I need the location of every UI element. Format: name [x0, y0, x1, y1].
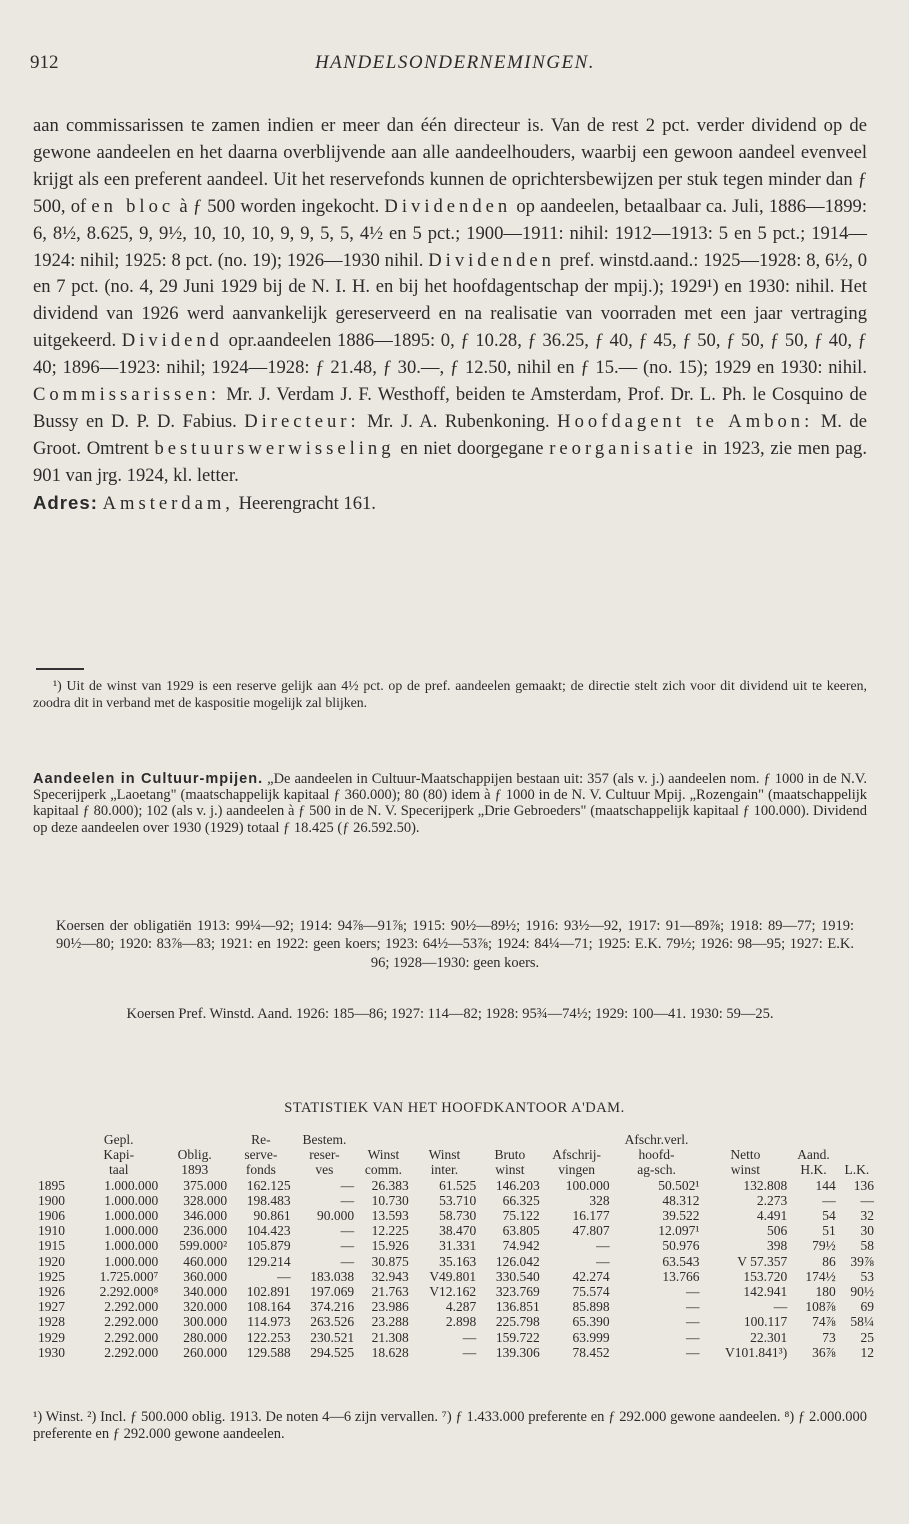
- table-cell: 53: [860, 1268, 874, 1284]
- table-cell: 108.164: [246, 1299, 291, 1315]
- table-cell: 139.306: [495, 1344, 540, 1360]
- table-row: [36, 1314, 876, 1329]
- statistiek-table: [36, 1132, 876, 1360]
- column-header: fonds: [245, 1162, 276, 1178]
- table-cell: 108⅞: [805, 1299, 836, 1315]
- year-cell: 1929: [38, 1329, 65, 1345]
- table-cell: V 57.357: [737, 1253, 788, 1269]
- table-cell: 74.942: [502, 1238, 540, 1254]
- table-cell: 126.042: [495, 1253, 540, 1269]
- table-cell: 63.543: [662, 1253, 700, 1269]
- table-cell: 51: [822, 1223, 836, 1239]
- table-cell: 374.216: [310, 1299, 355, 1315]
- table-cell: 2.292.000: [104, 1314, 159, 1330]
- table-cell: 39.522: [662, 1208, 700, 1224]
- main-text: [33, 113, 867, 518]
- table-cell: 12.097¹: [658, 1223, 700, 1239]
- table-cell: 375.000: [183, 1177, 228, 1193]
- table-cell: 340.000: [183, 1284, 228, 1300]
- table-cell: 2.273: [756, 1192, 788, 1208]
- table-cell: 146.203: [495, 1177, 540, 1193]
- table-cell: —: [860, 1192, 874, 1208]
- table-cell: 47.807: [572, 1223, 610, 1239]
- table-cell: —: [462, 1344, 477, 1360]
- table-cell: 10.730: [371, 1192, 409, 1208]
- column-header: 1893: [181, 1162, 209, 1178]
- column-header: [542, 1132, 612, 1147]
- year-cell: 1895: [38, 1177, 65, 1193]
- table-cell: 12: [860, 1344, 874, 1360]
- table-cell: 69: [860, 1299, 874, 1315]
- table-cell: 78.452: [572, 1344, 610, 1360]
- table-cell: 104.423: [246, 1223, 291, 1239]
- table-cell: 460.000: [183, 1253, 228, 1269]
- column-header: Bruto: [494, 1147, 526, 1163]
- table-cell: 280.000: [183, 1329, 228, 1345]
- table-cell: 114.973: [247, 1314, 291, 1330]
- table-cell: 65.390: [572, 1314, 610, 1330]
- table-cell: 79½: [812, 1238, 836, 1254]
- column-header: [356, 1132, 411, 1147]
- column-header: Aand.: [797, 1147, 830, 1163]
- address-label: Adres:: [33, 491, 98, 513]
- table-cell: 50.502¹: [658, 1177, 700, 1193]
- table-cell: 25: [860, 1329, 874, 1345]
- table-cell: 197.069: [310, 1284, 355, 1300]
- table-cell: 66.325: [502, 1192, 540, 1208]
- table-cell: 36⅞: [812, 1344, 836, 1360]
- table-cell: 136: [853, 1177, 874, 1193]
- table-cell: 18.628: [371, 1344, 409, 1360]
- table-cell: 102.891: [246, 1284, 291, 1300]
- table-cell: 54: [822, 1208, 836, 1224]
- table-cell: 100.117: [743, 1314, 788, 1330]
- year-cell: 1927: [38, 1299, 65, 1315]
- table-cell: —: [685, 1344, 700, 1360]
- table-row: [36, 1193, 876, 1208]
- table-header-row: [36, 1147, 876, 1162]
- table-cell: 1.000.000: [104, 1208, 159, 1224]
- column-header: [789, 1132, 838, 1147]
- hoofdagent-label: Hoofdagent te Ambon:: [557, 410, 814, 432]
- year-cell: 1906: [38, 1208, 65, 1224]
- table-cell: 328: [589, 1192, 610, 1208]
- aandeelen-section: Aandeelen in Cultuur-mpijen. „De aandeelen in Cultuur-Maatschappijen bestaan uit: 357 (als v. j.) aandeelen nom. ƒ 1000 in de N.V. Specerijperk „Laoetang" (maatschappelijk kapitaal ƒ 360.000); 80 (80) idem à ƒ 1000 in de N. V. Cultuur Mpij. „Rozengain" (maatschappelijk kapitaal ƒ 80.000); 102 (als v. j.) aandeelen à ƒ 500 in de N. V. Specerijperk „Drie Gebroeders" (maatschappelijk kapitaal ƒ 100.000). Dividend op deze aandeelen over 1930 (1929) totaal ƒ 18.425 (ƒ 26.592.50).: [33, 771, 868, 836]
- table-cell: V12.162: [429, 1284, 477, 1300]
- table-cell: 26.383: [371, 1177, 409, 1193]
- table-cell: —: [340, 1253, 355, 1269]
- table-cell: 144: [815, 1177, 836, 1193]
- table-cell: 159.722: [495, 1329, 540, 1345]
- table-cell: 129.588: [246, 1344, 291, 1360]
- column-header: winst: [730, 1162, 760, 1178]
- table-body: [36, 1178, 876, 1360]
- table-cell: 22.301: [750, 1329, 788, 1345]
- aandeelen-label: Aandeelen in Cultuur-mpijen.: [33, 771, 264, 787]
- table-cell: 61.525: [439, 1177, 477, 1193]
- table-cell: 260.000: [183, 1344, 228, 1360]
- footnote-1: ¹) Uit de winst van 1929 is een reserve gelijk aan 4½ pct. op de pref. aandeelen gemaakt; de directie stelt zich voor dit dividend uit te keeren, zoodra dit in verband met de kaspositie mogelijk zal blijken.: [33, 678, 867, 710]
- footnote-2: ¹) Winst. ²) Incl. ƒ 500.000 oblig. 1913. De noten 4—6 zijn vervallen. ⁷) ƒ 1.433.000 preferente en ƒ 292.000 gewone aandeelen. ⁸) ƒ 2.000.000 preferente en ƒ 292.000 gewone aandeelen.: [33, 1409, 867, 1442]
- table-cell: —: [822, 1192, 836, 1208]
- table-cell: 300.000: [183, 1314, 228, 1330]
- table-cell: 1.000.000: [104, 1177, 159, 1193]
- table-row: [36, 1238, 876, 1253]
- statistiek-title: STATISTIEK VAN HET HOOFDKANTOOR A'DAM.: [284, 1100, 625, 1116]
- table-cell: 323.769: [495, 1284, 540, 1300]
- table-cell: 1.000.000: [104, 1238, 159, 1254]
- table-cell: 30: [860, 1223, 874, 1239]
- year-cell: 1915: [38, 1238, 65, 1254]
- table-row: [36, 1345, 876, 1360]
- table-row: [36, 1223, 876, 1238]
- koersen-pref: Koersen Pref. Winstd. Aand. 1926: 185—86; 1927: 114—82; 1928: 95¾—74½; 1929: 100—41. 1930: 59—25.: [126, 1006, 774, 1022]
- column-header: taal: [108, 1162, 129, 1178]
- column-header: ves: [315, 1162, 334, 1178]
- table-row: [36, 1208, 876, 1223]
- table-cell: 198.483: [246, 1192, 291, 1208]
- table-cell: 2.292.000: [104, 1329, 159, 1345]
- table-cell: 74⅞: [812, 1314, 836, 1330]
- table-row: [36, 1284, 876, 1299]
- column-header: comm.: [364, 1162, 402, 1178]
- column-header: Re-: [251, 1132, 271, 1147]
- table-row: [36, 1269, 876, 1284]
- table-cell: 75.574: [572, 1284, 610, 1300]
- table-cell: —: [340, 1238, 355, 1254]
- column-header: Winst: [428, 1147, 461, 1163]
- table-cell: 31.331: [439, 1238, 477, 1254]
- table-cell: 58: [860, 1238, 874, 1254]
- table-cell: 16.177: [572, 1208, 610, 1224]
- table-cell: 294.525: [310, 1344, 355, 1360]
- table-cell: 12.225: [371, 1223, 409, 1239]
- running-title: HANDELSONDERNEMINGEN.: [314, 52, 596, 73]
- directeur-label: Directeur:: [244, 410, 360, 432]
- table-cell: —: [596, 1253, 610, 1269]
- table-cell: 599.000²: [179, 1238, 228, 1254]
- table-cell: 1.000.000: [104, 1253, 159, 1269]
- column-header: [36, 1132, 77, 1147]
- column-header: [36, 1162, 77, 1177]
- column-header: serve-: [244, 1147, 278, 1163]
- table-cell: 360.000: [183, 1268, 228, 1284]
- table-cell: 13.593: [371, 1208, 409, 1224]
- dividenden-pref-label: Dividenden: [428, 249, 555, 271]
- column-header: inter.: [430, 1162, 459, 1178]
- column-header: Gepl.: [103, 1132, 134, 1147]
- table-cell: 1.000.000: [104, 1192, 159, 1208]
- table-cell: 58.730: [439, 1208, 477, 1224]
- column-header: H.K.: [800, 1162, 827, 1178]
- table-cell: 48.312: [662, 1192, 700, 1208]
- table-cell: 2.292.000: [104, 1344, 159, 1360]
- table-row: [36, 1330, 876, 1345]
- table-cell: 2.898: [445, 1314, 477, 1330]
- table-cell: 1.725.000⁷: [99, 1268, 159, 1284]
- table-cell: 13.766: [662, 1268, 700, 1284]
- year-cell: 1925: [38, 1268, 65, 1284]
- table-cell: 132.808: [743, 1177, 788, 1193]
- year-cell: 1900: [38, 1192, 65, 1208]
- table-cell: 53.710: [439, 1192, 477, 1208]
- year-cell: 1910: [38, 1223, 65, 1239]
- dividend-opr-label: Dividend: [121, 330, 223, 352]
- table-cell: —: [685, 1284, 700, 1300]
- column-header: Bestem.: [302, 1132, 347, 1147]
- table-cell: 330.540: [495, 1268, 540, 1284]
- table-cell: 32.943: [371, 1268, 409, 1284]
- table-cell: —: [685, 1329, 700, 1345]
- column-header: L.K.: [844, 1162, 870, 1178]
- table-cell: 63.805: [502, 1223, 540, 1239]
- table-cell: 4.491: [756, 1208, 788, 1224]
- column-header: hoofd-: [638, 1147, 675, 1163]
- column-header: winst: [495, 1162, 525, 1178]
- column-header: Kapi-: [103, 1147, 135, 1163]
- table-cell: 75.122: [502, 1208, 540, 1224]
- table-cell: 90.000: [317, 1208, 355, 1224]
- table-cell: 21.308: [371, 1329, 409, 1345]
- table-cell: 162.125: [246, 1177, 291, 1193]
- column-header: [838, 1132, 876, 1147]
- table-cell: 183.038: [310, 1268, 355, 1284]
- commissarissen-label: Commissarissen:: [33, 384, 221, 406]
- column-header: [411, 1132, 478, 1147]
- table-cell: —: [340, 1192, 355, 1208]
- table-cell: —: [277, 1268, 291, 1284]
- divider-rule: [36, 668, 84, 670]
- year-cell: 1928: [38, 1314, 65, 1330]
- table-cell: —: [340, 1177, 355, 1193]
- table-cell: 23.986: [371, 1299, 409, 1315]
- koersen-obligaties: Koersen der obligatiën 1913: 99¼—92; 1914: 94⅞—91⅞; 1915: 90½—89½; 1916: 93½—92, 1917: 91—89⅞; 1918: 89—77; 1919: 90½—80; 1920: 83⅞—83; 1921: en 1922: geen koers; 1923: 64½—53⅞; 1924: 84¼—71; 1925: E.K. 79½; 1926: 98—95; 1927: E.K. 96; 1928—1930: geen koers.: [56, 918, 854, 971]
- table-cell: 39⅞: [850, 1253, 874, 1269]
- column-header: Winst: [367, 1147, 400, 1163]
- table-cell: 142.941: [743, 1284, 788, 1300]
- table-cell: —: [685, 1314, 700, 1330]
- main-paragraph: aan commissarissen te zamen indien er meer dan één directeur is. Van de rest 2 pct. verder dividend op de gewone aandeelen en het daarna overblijvende aan alle aandeelhouders, waarbij een gewoon aandeel evenveel krijgt als een preferent aandeel. Uit het reservefonds kunnen de oprichtersbewijzen per stuk tegen minder dan ƒ 500, of en bloc à ƒ 500 worden ingekocht. Dividenden op aandeelen, betaalbaar ca. Juli, 1886—1899: 6, 8½, 8.625, 9, 9½, 10, 10, 10, 9, 9, 5, 5, 4½ en 5 pct.; 1900—1911: nihil: 1912—1913: 5 en 5 pct.; 1914—1924: nihil; 1925: 8 pct. (no. 19); 1926—1930 nihil. Dividenden pref. winstd.aand.: 1925—1928: 8, 6½, 0 en 7 pct. (no. 4, 29 Juni 1929 bij de N. I. H. en bij het hoofdagentschap der mpij.); 1929¹) en 1930: nihil. Het dividend van 1926 werd aanvankelijk gereserveerd en na realisatie van voorraden met een jaar vertraging uitgekeerd. Dividend opr.aandeelen 1886—1895: 0, ƒ 10.28, ƒ 36.25, ƒ 40, ƒ 45, ƒ 50, ƒ 50, ƒ 50, ƒ 40, ƒ 40; 1896—1923: nihil; 1924—1928: ƒ 21.48, ƒ 30.—, ƒ 12.50, nihil en ƒ 15.— (no. 15); 1929 en 1930: nihil. Commissarissen: Mr. J. Verdam J. F. Westhoff, beiden te Amsterdam, Prof. Dr. L. Ph. le Cosquino de Bussy en D. P. D. Fabius. Directeur: Mr. J. A. Rubenkoning. Hoofdagent te Ambon: M. de Groot. Omtrent bestuurswerwisseling en niet doorgegane reorganisatie in 1923, zie men pag. 901 van jrg. 1924, kl. letter.: [33, 115, 868, 486]
- table-cell: 32: [860, 1208, 874, 1224]
- column-header: Netto: [730, 1147, 761, 1163]
- table-cell: 153.720: [743, 1268, 788, 1284]
- column-header: vingen: [558, 1162, 596, 1178]
- table-cell: 320.000: [183, 1299, 228, 1315]
- table-cell: 21.763: [371, 1284, 409, 1300]
- table-header-row: [36, 1132, 876, 1147]
- table-cell: 1.000.000: [104, 1223, 159, 1239]
- table-cell: —: [462, 1329, 477, 1345]
- table-cell: 506: [766, 1223, 788, 1239]
- column-header: Afschrij-: [552, 1147, 602, 1163]
- table-cell: —: [773, 1299, 788, 1315]
- table-cell: 30.875: [371, 1253, 409, 1269]
- table-cell: 100.000: [565, 1177, 610, 1193]
- table-cell: 63.999: [572, 1329, 610, 1345]
- table-cell: 263.526: [310, 1314, 355, 1330]
- table-cell: 86: [822, 1253, 836, 1269]
- table-cell: 58¼: [850, 1314, 874, 1330]
- table-cell: 230.521: [310, 1329, 355, 1345]
- table-cell: 174½: [805, 1268, 836, 1284]
- table-cell: —: [685, 1299, 700, 1315]
- table-cell: 23.288: [371, 1314, 409, 1330]
- column-header: ag-sch.: [637, 1162, 676, 1178]
- table-cell: 90½: [850, 1284, 874, 1300]
- table-cell: 15.926: [371, 1238, 409, 1254]
- table-row: [36, 1299, 876, 1314]
- column-header: Afschr.verl.: [624, 1132, 689, 1147]
- table-cell: 398: [766, 1238, 788, 1254]
- table-cell: 136.851: [495, 1299, 540, 1315]
- table-cell: 42.274: [572, 1268, 610, 1284]
- year-cell: 1926: [38, 1284, 65, 1300]
- table-cell: 236.000: [183, 1223, 228, 1239]
- dividenden-label: Dividenden: [384, 195, 512, 217]
- table-cell: V49.801: [429, 1268, 477, 1284]
- address-line: Adres: Amsterdam, Heerengracht 161.: [33, 491, 376, 514]
- table-cell: 129.214: [246, 1253, 291, 1269]
- column-header: [160, 1132, 229, 1147]
- table-cell: 50.976: [662, 1238, 700, 1254]
- table-cell: 35.163: [439, 1253, 477, 1269]
- table-cell: V101.841³): [725, 1344, 788, 1360]
- table-cell: 225.798: [495, 1314, 540, 1330]
- table-cell: 328.000: [183, 1192, 228, 1208]
- table-cell: 2.292.000⁸: [99, 1284, 159, 1300]
- column-header: reser-: [309, 1147, 340, 1163]
- table-cell: 122.253: [246, 1329, 291, 1345]
- column-header: [478, 1132, 542, 1147]
- table-header-row: [36, 1162, 876, 1177]
- table-cell: —: [596, 1238, 610, 1254]
- column-header: Oblig.: [177, 1147, 212, 1163]
- table-cell: 346.000: [183, 1208, 228, 1224]
- table-cell: 73: [822, 1329, 836, 1345]
- table-row: [36, 1178, 876, 1193]
- table-cell: 85.898: [572, 1299, 610, 1315]
- table-cell: 38.470: [439, 1223, 477, 1239]
- table-cell: 4.287: [445, 1299, 477, 1315]
- table-row: [36, 1254, 876, 1269]
- column-header: [36, 1147, 77, 1162]
- year-cell: 1920: [38, 1253, 65, 1269]
- page-header: [30, 52, 880, 82]
- table-cell: 105.879: [246, 1238, 291, 1254]
- table-cell: 2.292.000: [104, 1299, 159, 1315]
- page-number: 912: [30, 52, 59, 73]
- table-cell: 90.861: [253, 1208, 291, 1224]
- year-cell: 1930: [38, 1344, 65, 1360]
- column-header: [701, 1132, 789, 1147]
- table-cell: —: [340, 1223, 355, 1239]
- column-header: [838, 1147, 876, 1162]
- table-cell: 180: [815, 1284, 836, 1300]
